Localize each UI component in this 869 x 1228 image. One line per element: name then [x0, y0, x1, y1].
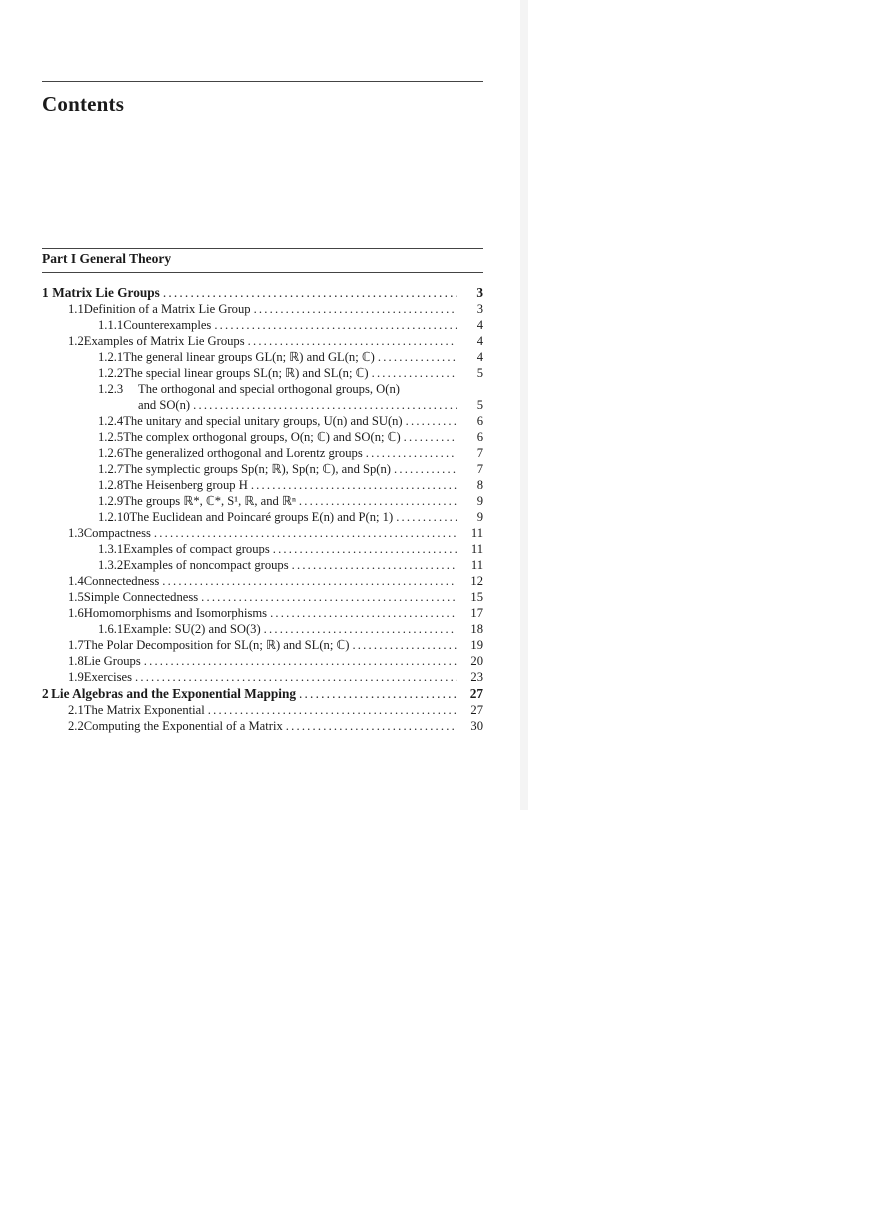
- toc-page-number: 27: [469, 686, 483, 701]
- leader-dots: [372, 366, 457, 380]
- toc-entry-number: 1.3.1: [98, 542, 124, 556]
- toc-entry-number: 1.8: [68, 654, 84, 668]
- leader-dots: [378, 350, 457, 364]
- toc-entry-title: Examples of compact groups: [123, 542, 270, 556]
- toc-entry[interactable]: [68, 606, 483, 620]
- part-rule-bottom: [42, 272, 483, 273]
- leader-dots: [270, 606, 457, 620]
- part-heading: Part I General Theory: [42, 251, 172, 266]
- toc-chapter[interactable]: [42, 286, 483, 300]
- toc-entry-number: 1.7: [68, 638, 84, 652]
- toc-entry-title: Matrix Lie Groups: [52, 286, 160, 300]
- toc-entry[interactable]: [98, 622, 483, 636]
- toc-entry-title: The Heisenberg group H: [123, 478, 248, 492]
- toc-page-number: 9: [476, 510, 483, 524]
- leader-dots: [162, 574, 457, 588]
- toc-entry-title: The Polar Decomposition for SL(n; ℝ) and SL(n; ℂ): [83, 638, 350, 652]
- leader-dots: [299, 687, 457, 701]
- toc-page-number: 15: [470, 590, 483, 604]
- toc-entry[interactable]: [98, 414, 483, 428]
- toc-page-number: 23: [470, 670, 483, 684]
- toc-entry-title: Examples of noncompact groups: [123, 558, 289, 572]
- leader-dots: [406, 414, 457, 428]
- toc-entry[interactable]: [68, 638, 483, 652]
- toc-entry-title: The unitary and special unitary groups, U(n) and SU(n): [123, 414, 403, 428]
- toc-entry-number: 1.2.1: [98, 350, 124, 364]
- toc-page-number: 5: [476, 366, 483, 380]
- toc-entry[interactable]: [98, 366, 483, 380]
- toc-entry-number: 1.2.7: [98, 462, 124, 476]
- leader-dots: [144, 654, 457, 668]
- toc-entry[interactable]: [98, 558, 483, 572]
- toc-page-number: 3: [476, 302, 483, 316]
- toc-entry[interactable]: [68, 302, 483, 316]
- toc-entry-number: 1.2: [68, 334, 84, 348]
- toc-entry[interactable]: [98, 510, 483, 524]
- leader-dots: [366, 446, 457, 460]
- toc-entry[interactable]: [68, 334, 483, 348]
- leader-dots: [292, 558, 457, 572]
- toc-entry-title: The Matrix Exponential: [83, 703, 205, 717]
- toc-entry[interactable]: [138, 398, 483, 412]
- toc-entry[interactable]: [98, 542, 483, 556]
- toc-page-number: 4: [476, 350, 483, 364]
- leader-dots: [299, 494, 457, 508]
- toc-entry-number: 1.2.5: [98, 430, 124, 444]
- leader-dots: [254, 302, 457, 316]
- leader-dots: [214, 318, 457, 332]
- leader-dots: [352, 638, 457, 652]
- toc-page-number: 7: [476, 446, 483, 460]
- toc-entry-title: The generalized orthogonal and Lorentz groups: [123, 446, 363, 460]
- toc-entry-title: The complex orthogonal groups, O(n; ℂ) and SO(n; ℂ): [123, 430, 401, 444]
- toc-entry-number: 1.3: [68, 526, 84, 540]
- toc-entry[interactable]: [68, 574, 483, 588]
- toc-page-number: 5: [476, 398, 483, 412]
- leader-dots: [251, 478, 457, 492]
- toc-entry-title: The groups ℝ*, ℂ*, S¹, ℝ, and ℝⁿ: [123, 494, 296, 508]
- leader-dots: [135, 670, 457, 684]
- toc-entry-title: Example: SU(2) and SO(3): [123, 622, 261, 636]
- toc-entry-title: The Euclidean and Poincaré groups E(n) and P(n; 1): [129, 510, 394, 524]
- toc-entry[interactable]: [68, 703, 483, 717]
- toc-entry-title: Definition of a Matrix Lie Group: [83, 302, 251, 316]
- top-rule: [42, 81, 483, 82]
- leader-dots: [201, 590, 457, 604]
- leader-dots: [264, 622, 457, 636]
- toc-entry-title: Compactness: [83, 526, 151, 540]
- toc-entry-number: 1.9: [68, 670, 84, 684]
- toc-entry-title: The special linear groups SL(n; ℝ) and SL(n; ℂ): [123, 366, 369, 380]
- leader-dots: [208, 703, 457, 717]
- toc-entry-title: Connectedness: [83, 574, 160, 588]
- toc-entry-number: 1: [42, 285, 49, 300]
- toc-entry[interactable]: [98, 318, 483, 332]
- toc-page-number: 18: [470, 622, 483, 636]
- toc-page-number: 7: [476, 462, 483, 476]
- leader-dots: [394, 462, 457, 476]
- toc-entry-title: Lie Algebras and the Exponential Mapping: [51, 687, 296, 701]
- toc-entry-title: Counterexamples: [123, 318, 212, 332]
- toc-entry-title: Computing the Exponential of a Matrix: [83, 719, 283, 733]
- leader-dots: [193, 398, 457, 412]
- toc-entry[interactable]: [98, 462, 483, 476]
- toc-entry[interactable]: [98, 494, 483, 508]
- leader-dots: [163, 286, 457, 300]
- toc-entry[interactable]: [98, 478, 483, 492]
- toc-entry-title: Simple Connectedness: [83, 590, 199, 604]
- toc-page-number: 30: [470, 719, 483, 733]
- toc-page-number: 6: [476, 414, 483, 428]
- toc-entry-number: 1.5: [68, 590, 84, 604]
- toc-page-number: 4: [476, 334, 483, 348]
- toc-entry-title: Examples of Matrix Lie Groups: [83, 334, 245, 348]
- toc-entry-title: The general linear groups GL(n; ℝ) and GL(n; ℂ): [123, 350, 375, 364]
- toc-page-number: 20: [470, 654, 483, 668]
- toc-page-number: 8: [476, 478, 483, 492]
- page-title: Contents: [42, 92, 125, 116]
- toc-entry[interactable]: [98, 350, 483, 364]
- toc-entry-number: 1.2.4: [98, 414, 124, 428]
- toc-page-number: 11: [470, 542, 483, 556]
- toc-entry[interactable]: [68, 590, 483, 604]
- toc-entry-title: The symplectic groups Sp(n; ℝ), Sp(n; ℂ), and Sp(n): [123, 462, 391, 476]
- toc-entry-number: 2.2: [68, 719, 84, 733]
- toc-entry[interactable]: [68, 654, 483, 668]
- toc-entry-number: 1.6: [68, 606, 84, 620]
- toc-entry-number: 1.3.2: [98, 558, 124, 572]
- leader-dots: [404, 430, 457, 444]
- toc-page-number: 6: [476, 430, 483, 444]
- toc-page-number: 12: [470, 574, 483, 588]
- toc-page-number: 11: [470, 526, 483, 540]
- toc-entry-number: 2: [42, 686, 49, 701]
- leader-dots: [248, 334, 457, 348]
- toc-page-number: 11: [470, 558, 483, 572]
- toc-page-number: 17: [470, 606, 483, 620]
- toc-entry-title: Exercises: [83, 670, 133, 684]
- toc-entry-number: 1.6.1: [98, 622, 124, 636]
- toc-entry-number: 1.2.10: [98, 510, 130, 524]
- toc-entry-title: Lie Groups: [83, 654, 141, 668]
- toc-entry-title: and SO(n): [138, 398, 191, 412]
- toc-entry-number: 1.1.1: [98, 318, 124, 332]
- toc-entry-number: 1.4: [68, 574, 84, 588]
- toc-page-number: 27: [470, 703, 483, 717]
- toc-page-number: 4: [476, 318, 483, 332]
- toc-entry[interactable]: [98, 382, 483, 396]
- toc-entry[interactable]: [98, 430, 483, 444]
- toc-entry[interactable]: [98, 446, 483, 460]
- leader-dots: [273, 542, 457, 556]
- toc-entry[interactable]: [68, 670, 483, 684]
- toc-entry[interactable]: [68, 719, 483, 733]
- part-rule-top: [42, 248, 483, 249]
- toc-entry-number: 1.2.2: [98, 366, 124, 380]
- toc-entry-number: 1.2.8: [98, 478, 124, 492]
- toc-chapter[interactable]: [42, 687, 483, 701]
- toc-entry-title: Homomorphisms and Isomorphisms: [83, 606, 268, 620]
- toc-page-number: 9: [476, 494, 483, 508]
- toc-entry[interactable]: [68, 526, 483, 540]
- toc-page-number: 3: [476, 285, 483, 300]
- toc-entry-number: 1.2.3: [98, 382, 124, 396]
- toc-entry-number: 1.2.9: [98, 494, 124, 508]
- leader-dots: [154, 526, 457, 540]
- toc-entry-number: 1.2.6: [98, 446, 124, 460]
- toc-entry-title: The orthogonal and special orthogonal groups, O(n): [138, 382, 400, 396]
- toc-page-number: 19: [470, 638, 483, 652]
- toc-entry-number: 1.1: [68, 302, 84, 316]
- toc-entry-number: 2.1: [68, 703, 84, 717]
- leader-dots: [396, 510, 457, 524]
- leader-dots: [286, 719, 457, 733]
- leader-dots: [403, 382, 457, 396]
